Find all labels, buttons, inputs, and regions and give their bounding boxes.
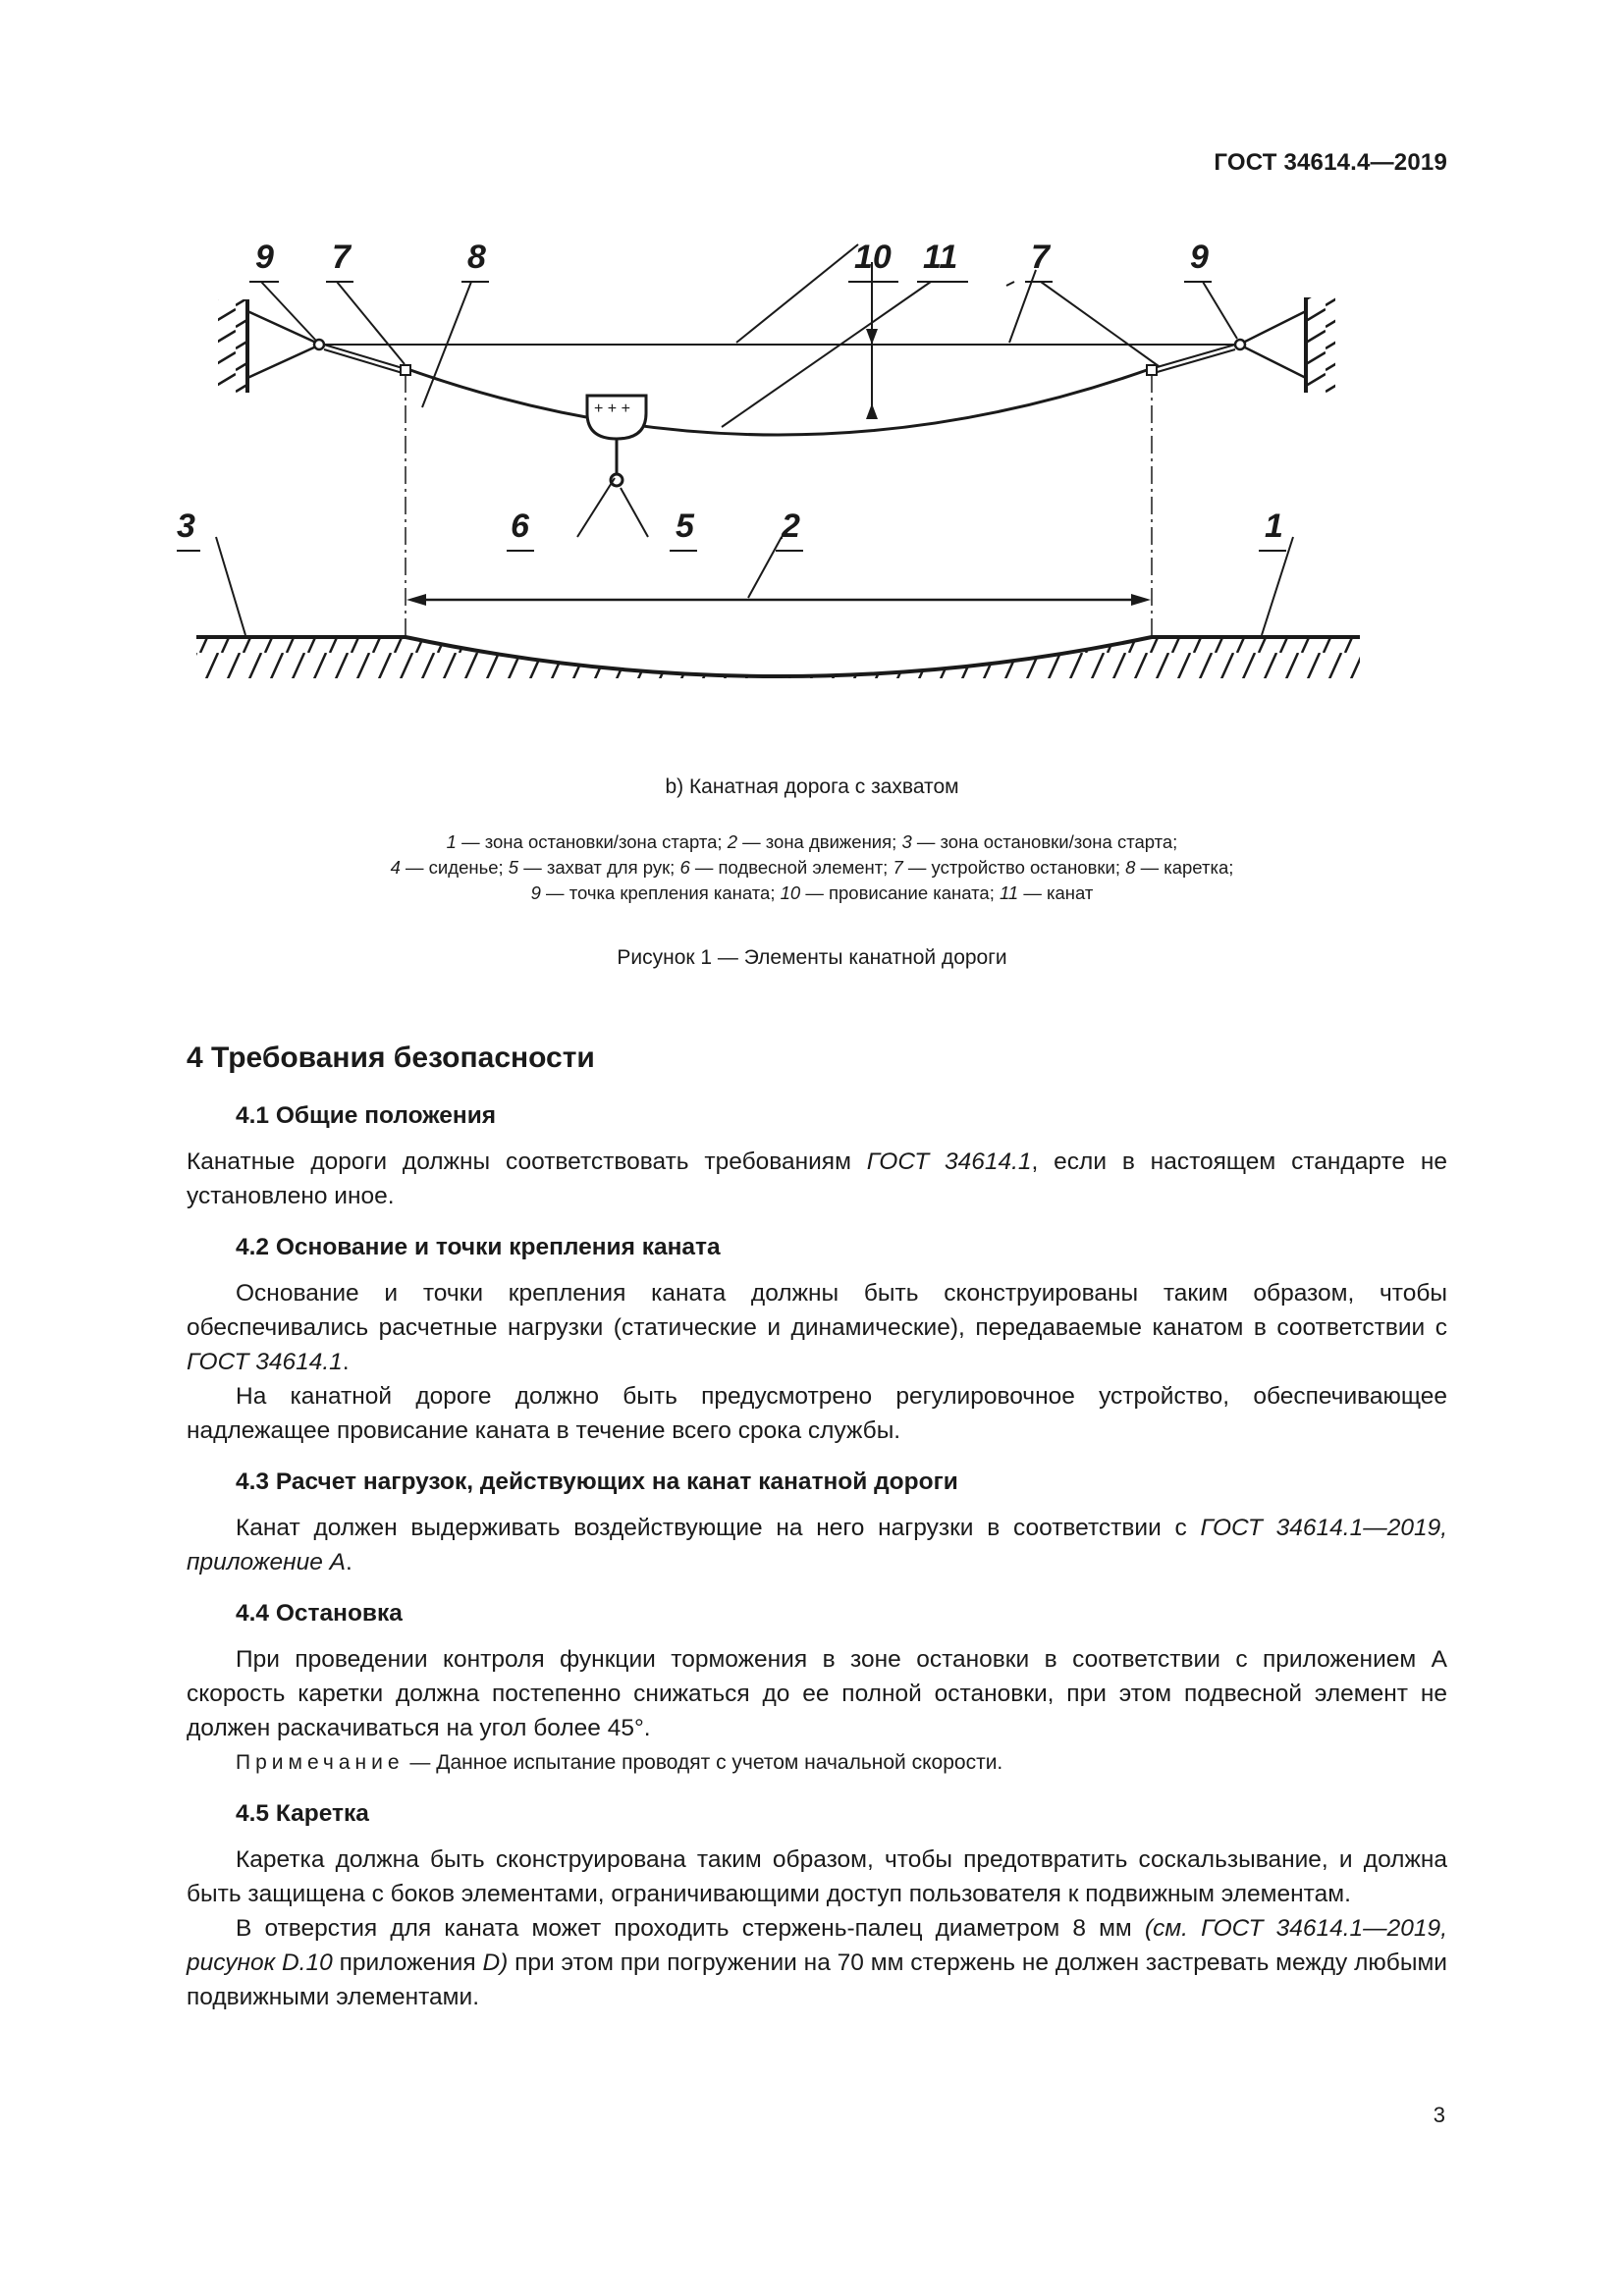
callout-8: 8 [467, 239, 486, 276]
legend-number: 10 [780, 882, 801, 903]
callout-7-right: 7 [1031, 239, 1050, 276]
callout-5: 5 [676, 507, 694, 545]
subsection-4-3-paragraph [187, 1511, 1447, 1579]
callout-6: 6 [511, 507, 529, 545]
stop-device-right [1147, 365, 1157, 375]
document-code: ГОСТ 34614.4—2019 [1214, 149, 1447, 176]
cable-road-figure [177, 221, 1404, 712]
legend-text: — зона остановки/зона старта; [456, 831, 728, 852]
legend-text: — зона движения; [736, 831, 902, 852]
callout-11: 11 [923, 239, 958, 276]
note-text: — Данное испытание проводят с учетом начальной скорости. [404, 1751, 1003, 1774]
text: приложения [332, 1949, 483, 1976]
legend-number: 5 [508, 857, 519, 878]
text: Основание и точки крепления каната должны быть сконструированы таким образом, чтобы обеспечивались расчетные нагрузки (статические и динамические), передаваемые канатом в соответствии с [187, 1280, 1447, 1341]
callout-7-left: 7 [332, 239, 351, 276]
callout-1: 1 [1265, 507, 1283, 545]
subsection-4-1-paragraph [187, 1145, 1447, 1213]
legend-text: — захват для рук; [518, 857, 680, 878]
section-content [187, 1039, 1447, 2014]
legend-text: — устройство остановки; [902, 857, 1126, 878]
figure-legend [196, 829, 1428, 906]
subsection-4-5-paragraph-1: Каретка должна быть сконструирована таким образом, чтобы предотвратить соскальзывание, и должна быть защищена с боков элементами, ограничивающими доступ пользователя к подвижным элементам. [187, 1846, 1447, 1907]
left-wall-support [218, 299, 324, 393]
legend-text: — каретка; [1135, 857, 1234, 878]
subsection-4-5-heading: 4.5 Каретка [236, 1800, 369, 1827]
subsection-4-5-paragraph-2 [187, 1911, 1447, 2014]
note [187, 1745, 1447, 1780]
legend-number: 6 [679, 857, 690, 878]
legend-number: 2 [727, 831, 737, 852]
stop-device-left [401, 365, 410, 375]
subsection-4-4-heading: 4.4 Остановка [236, 1600, 403, 1627]
legend-number: 1 [446, 831, 457, 852]
text: при этом при погружении на 70 мм стержень не должен застревать между любыми подвижными элементами. [187, 1949, 1447, 2010]
ground [177, 637, 1404, 712]
legend-number: 4 [390, 857, 401, 878]
legend-text: — зона остановки/зона старта; [911, 831, 1178, 852]
figure-caption: Рисунок 1 — Элементы канатной дороги [617, 946, 1007, 969]
text: . [346, 1549, 352, 1575]
legend-number: 8 [1125, 857, 1136, 878]
rope-end-segments [324, 345, 1235, 373]
leader-lines-extra [216, 537, 1293, 635]
subsection-4-3-heading: 4.3 Расчет нагрузок, действующих на канат канатной дороги [236, 1468, 958, 1495]
note-label: Примечание [236, 1751, 405, 1774]
legend-number: 7 [893, 857, 903, 878]
movement-zone-dimension [406, 594, 1151, 606]
figure-subcaption: b) Канатная дорога с захватом [665, 775, 959, 798]
svg-text:+ + +: + + + [594, 400, 630, 417]
legend-text: — сиденье; [400, 857, 509, 878]
sag-dimension [866, 262, 878, 419]
subsection-4-2-paragraph-1 [187, 1276, 1447, 1379]
callout-2: 2 [782, 507, 800, 545]
callout-10: 10 [854, 239, 892, 276]
legend-text: — точка крепления каната; [540, 882, 781, 903]
callout-3: 3 [177, 507, 195, 545]
standard-reference: ГОСТ 34614.1—2019, приложение А [187, 1515, 1447, 1575]
standard-reference: D) [482, 1949, 509, 1976]
rope-curve [410, 370, 1147, 435]
legend-line-2 [196, 855, 1428, 881]
callout-underlines [177, 282, 1286, 551]
callout-9-left: 9 [255, 239, 274, 276]
leader-lines [261, 244, 1237, 537]
legend-number: 3 [901, 831, 912, 852]
text: . [342, 1349, 350, 1375]
legend-text: — подвесной элемент; [689, 857, 893, 878]
right-wall-support [1235, 297, 1335, 393]
section-title: 4 Требования безопасности [187, 1041, 595, 1074]
cable-road-diagram [177, 221, 1404, 712]
carriage [587, 396, 646, 486]
legend-text: — провисание каната; [800, 882, 1000, 903]
subsection-4-2-paragraph-2: На канатной дороге должно быть предусмотрено регулировочное устройство, обеспечивающее надлежащее провисание каната в течение всего срока службы. [187, 1383, 1447, 1444]
legend-line-3 [196, 881, 1428, 906]
callout-9-right: 9 [1190, 239, 1209, 276]
subsection-4-1-heading: 4.1 Общие положения [236, 1102, 497, 1129]
legend-line-1 [196, 829, 1428, 855]
text: , если в настоящем стандарте не установлено иное. [187, 1148, 1447, 1209]
subsection-4-2-heading: 4.2 Основание и точки крепления каната [236, 1234, 721, 1260]
standard-reference: (см. ГОСТ 34614.1—2019, рисунок D.10 [187, 1915, 1447, 1976]
standard-reference: ГОСТ 34614.1 [187, 1349, 343, 1375]
subsection-4-4-paragraph: При проведении контроля функции торможения в зоне остановки в соответствии с приложением А скорость каретки должна постепенно снижаться до ее полной остановки, при этом подвесной элемент не должен раскачиваться на угол более 45°. [187, 1646, 1447, 1741]
text: Канат должен выдерживать воздействующие на него нагрузки в соответствии с [236, 1515, 1201, 1541]
standard-reference: ГОСТ 34614.1 [866, 1148, 1032, 1175]
text: В отверстия для каната может проходить стержень-палец диаметром 8 мм [236, 1915, 1145, 1942]
text: Канатные дороги должны соответствовать требованиям [187, 1148, 867, 1175]
legend-text: — канат [1018, 882, 1094, 903]
legend-number: 9 [530, 882, 541, 903]
legend-number: 11 [999, 882, 1019, 903]
page-number: 3 [1433, 2103, 1445, 2127]
